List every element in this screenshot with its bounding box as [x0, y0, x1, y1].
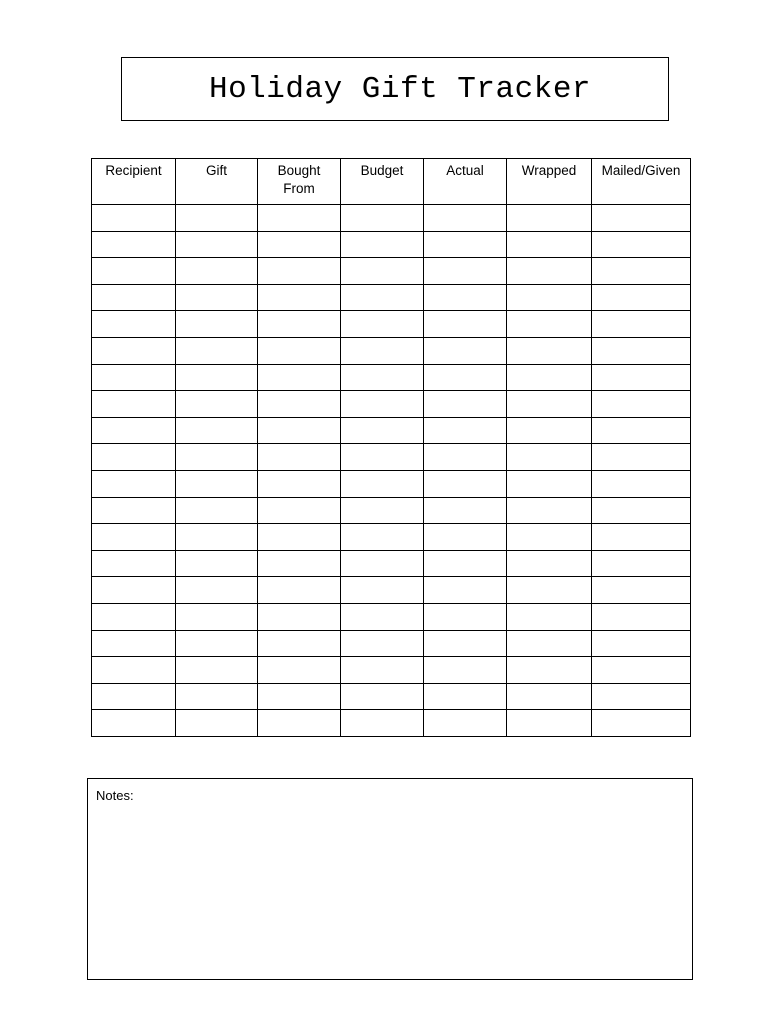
gift-tracker-table [91, 158, 691, 737]
table-cell[interactable] [592, 630, 691, 657]
table-cell[interactable] [424, 231, 507, 258]
table-cell[interactable] [176, 205, 258, 232]
table-cell[interactable] [176, 603, 258, 630]
table-cell[interactable] [424, 683, 507, 710]
column-header-gift: Gift [176, 159, 258, 205]
table-cell[interactable] [507, 577, 592, 604]
table-cell[interactable] [424, 205, 507, 232]
table-cell[interactable] [341, 524, 424, 551]
table-row [92, 524, 691, 551]
table-cell[interactable] [176, 337, 258, 364]
table-row [92, 497, 691, 524]
table-cell[interactable] [424, 603, 507, 630]
table-row [92, 417, 691, 444]
table-cell[interactable] [258, 577, 341, 604]
table-cell[interactable] [92, 337, 176, 364]
table-cell[interactable] [258, 657, 341, 684]
table-cell[interactable] [507, 550, 592, 577]
table-cell[interactable] [341, 337, 424, 364]
table-cell[interactable] [176, 524, 258, 551]
table-row [92, 337, 691, 364]
table-cell[interactable] [258, 258, 341, 285]
notes-box[interactable] [87, 778, 693, 980]
column-header-budget: Budget [341, 159, 424, 205]
table-row [92, 577, 691, 604]
table-cell[interactable] [92, 470, 176, 497]
table-cell[interactable] [424, 470, 507, 497]
table-cell[interactable] [507, 497, 592, 524]
table-cell[interactable] [92, 417, 176, 444]
table-cell[interactable] [507, 205, 592, 232]
table-cell[interactable] [258, 524, 341, 551]
table-cell[interactable] [424, 444, 507, 471]
table-cell[interactable] [92, 657, 176, 684]
column-header-recipient: Recipient [92, 159, 176, 205]
table-cell[interactable] [592, 258, 691, 285]
table-cell[interactable] [341, 311, 424, 338]
table-cell[interactable] [592, 710, 691, 737]
table-cell[interactable] [507, 337, 592, 364]
notes-label: Notes: [96, 788, 134, 803]
table-cell[interactable] [258, 683, 341, 710]
table-cell[interactable] [592, 524, 691, 551]
table-cell[interactable] [592, 577, 691, 604]
table-cell[interactable] [424, 364, 507, 391]
table-cell[interactable] [258, 231, 341, 258]
table-cell[interactable] [258, 205, 341, 232]
table-cell[interactable] [341, 391, 424, 418]
table-cell[interactable] [341, 497, 424, 524]
table-cell[interactable] [424, 258, 507, 285]
table-cell[interactable] [176, 444, 258, 471]
table-cell[interactable] [507, 470, 592, 497]
table-cell[interactable] [592, 391, 691, 418]
table-cell[interactable] [424, 630, 507, 657]
table-cell[interactable] [258, 497, 341, 524]
table-cell[interactable] [424, 657, 507, 684]
table-cell[interactable] [341, 470, 424, 497]
table-cell[interactable] [424, 311, 507, 338]
table-cell[interactable] [92, 710, 176, 737]
table-cell[interactable] [341, 630, 424, 657]
table-cell[interactable] [592, 364, 691, 391]
column-header-bought-from-label: Bought From [277, 163, 321, 196]
table-cell[interactable] [341, 550, 424, 577]
title-box [121, 57, 669, 121]
table-row [92, 284, 691, 311]
table-cell[interactable] [92, 231, 176, 258]
table-cell[interactable] [424, 497, 507, 524]
table-row [92, 550, 691, 577]
table-cell[interactable] [341, 577, 424, 604]
table-row [92, 311, 691, 338]
table-cell[interactable] [341, 205, 424, 232]
table-cell[interactable] [176, 550, 258, 577]
table-cell[interactable] [92, 524, 176, 551]
table-cell[interactable] [92, 284, 176, 311]
table-row [92, 710, 691, 737]
table-cell[interactable] [341, 284, 424, 311]
table-cell[interactable] [507, 657, 592, 684]
column-header-mailed-given: Mailed/Given [592, 159, 691, 205]
table-cell[interactable] [341, 258, 424, 285]
table-cell[interactable] [424, 337, 507, 364]
table-cell[interactable] [258, 337, 341, 364]
table-cell[interactable] [258, 391, 341, 418]
table-cell[interactable] [92, 444, 176, 471]
table-cell[interactable] [258, 444, 341, 471]
table-cell[interactable] [424, 710, 507, 737]
table-cell[interactable] [341, 683, 424, 710]
table-row [92, 603, 691, 630]
table-row [92, 391, 691, 418]
table-cell[interactable] [176, 311, 258, 338]
table-cell[interactable] [507, 683, 592, 710]
table-cell[interactable] [92, 683, 176, 710]
table-cell[interactable] [176, 497, 258, 524]
table-cell[interactable] [176, 417, 258, 444]
table-cell[interactable] [592, 603, 691, 630]
table-cell[interactable] [507, 231, 592, 258]
table-cell[interactable] [507, 630, 592, 657]
table-cell[interactable] [341, 710, 424, 737]
table-cell[interactable] [507, 710, 592, 737]
table-cell[interactable] [176, 364, 258, 391]
table-row [92, 683, 691, 710]
table-cell[interactable] [92, 550, 176, 577]
table-cell[interactable] [92, 311, 176, 338]
table-row [92, 258, 691, 285]
table-cell[interactable] [176, 630, 258, 657]
table-cell[interactable] [258, 311, 341, 338]
table-cell[interactable] [258, 417, 341, 444]
table-cell[interactable] [507, 444, 592, 471]
table-cell[interactable] [341, 657, 424, 684]
table-cell[interactable] [92, 630, 176, 657]
table-cell[interactable] [424, 550, 507, 577]
table-cell[interactable] [258, 364, 341, 391]
column-header-wrapped: Wrapped [507, 159, 592, 205]
table-cell[interactable] [592, 337, 691, 364]
table-cell[interactable] [92, 364, 176, 391]
table-cell[interactable] [92, 205, 176, 232]
table-cell[interactable] [592, 497, 691, 524]
table-cell[interactable] [592, 444, 691, 471]
table-cell[interactable] [176, 710, 258, 737]
table-cell[interactable] [341, 364, 424, 391]
table-cell[interactable] [592, 284, 691, 311]
table-cell[interactable] [592, 683, 691, 710]
table-cell[interactable] [176, 577, 258, 604]
table-cell[interactable] [341, 603, 424, 630]
table-row [92, 657, 691, 684]
page-title: Holiday Gift Tracker [208, 71, 592, 107]
header-row [92, 159, 691, 205]
table-cell[interactable] [258, 470, 341, 497]
table-cell[interactable] [176, 391, 258, 418]
table-cell[interactable] [258, 710, 341, 737]
table-cell[interactable] [176, 231, 258, 258]
table-cell[interactable] [424, 284, 507, 311]
table-row [92, 470, 691, 497]
table-cell[interactable] [592, 417, 691, 444]
column-header-actual: Actual [424, 159, 507, 205]
table-cell[interactable] [176, 258, 258, 285]
table-cell[interactable] [592, 311, 691, 338]
table-cell[interactable] [424, 524, 507, 551]
table-cell[interactable] [92, 603, 176, 630]
table-cell[interactable] [258, 550, 341, 577]
table-cell[interactable] [424, 577, 507, 604]
table-cell[interactable] [176, 470, 258, 497]
table-cell[interactable] [341, 444, 424, 471]
table-cell[interactable] [507, 364, 592, 391]
table-row [92, 364, 691, 391]
table-cell[interactable] [424, 391, 507, 418]
table-cell[interactable] [341, 417, 424, 444]
table-cell[interactable] [176, 683, 258, 710]
table-cell[interactable] [176, 657, 258, 684]
table-cell[interactable] [341, 231, 424, 258]
table-cell[interactable] [507, 311, 592, 338]
table-cell[interactable] [424, 417, 507, 444]
table-cell[interactable] [592, 657, 691, 684]
table-row [92, 205, 691, 232]
table-cell[interactable] [92, 497, 176, 524]
table-row [92, 444, 691, 471]
table-row [92, 630, 691, 657]
column-header-bought-from [258, 159, 341, 205]
table-cell[interactable] [507, 603, 592, 630]
table-cell[interactable] [507, 258, 592, 285]
table-cell[interactable] [507, 524, 592, 551]
table-cell[interactable] [258, 603, 341, 630]
table-row [92, 231, 691, 258]
table-cell[interactable] [507, 284, 592, 311]
table-cell[interactable] [176, 284, 258, 311]
table-cell[interactable] [592, 550, 691, 577]
table-cell[interactable] [92, 391, 176, 418]
table-cell[interactable] [258, 630, 341, 657]
table-body [92, 205, 691, 737]
table-cell[interactable] [592, 205, 691, 232]
table-cell[interactable] [592, 231, 691, 258]
table-cell[interactable] [592, 470, 691, 497]
table-cell[interactable] [507, 417, 592, 444]
table-cell[interactable] [258, 284, 341, 311]
table-cell[interactable] [92, 258, 176, 285]
table-cell[interactable] [507, 391, 592, 418]
table-cell[interactable] [92, 577, 176, 604]
